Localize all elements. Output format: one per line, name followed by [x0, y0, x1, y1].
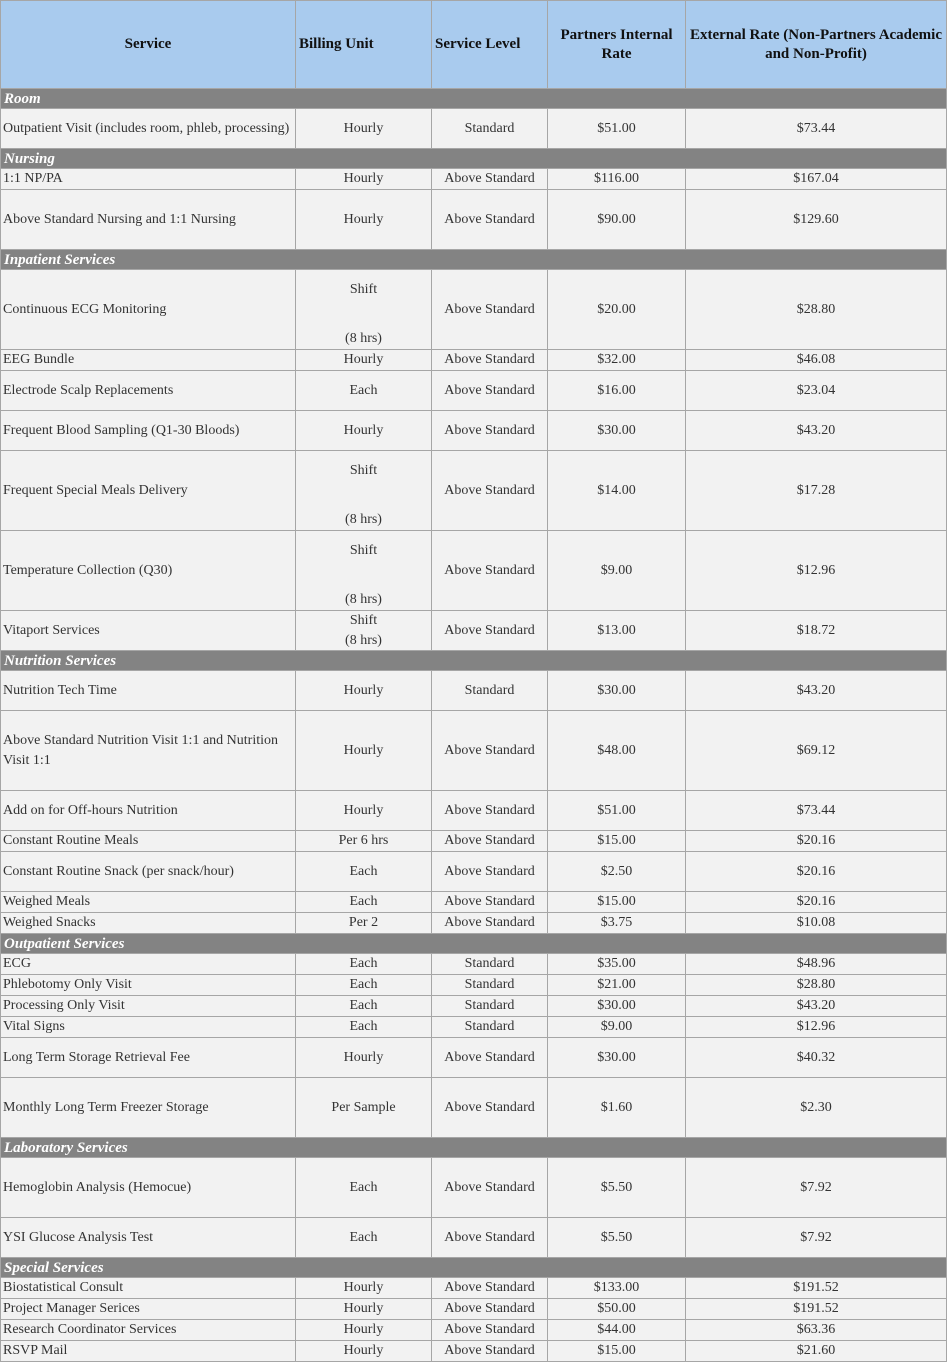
internal-rate-cell: $5.50: [548, 1218, 686, 1258]
external-rate-cell: $10.08: [686, 913, 947, 934]
service-name-cell: Biostatistical Consult: [1, 1278, 296, 1299]
table-row: [1, 371, 947, 411]
internal-rate-cell: $3.75: [548, 913, 686, 934]
table-row: [1, 975, 947, 996]
billing-unit-cell: Each: [296, 852, 432, 892]
service-name-cell: Project Manager Serices: [1, 1299, 296, 1320]
internal-rate-cell: $35.00: [548, 954, 686, 975]
service-name-cell: 1:1 NP/PA: [1, 169, 296, 190]
table-row: [1, 1278, 947, 1299]
table-row: [1, 1299, 947, 1320]
billing-unit-note: (8 hrs): [345, 331, 382, 346]
table-row: [1, 350, 947, 371]
external-rate-cell: $28.80: [686, 975, 947, 996]
header-service-level: Service Level: [432, 1, 548, 89]
billing-unit-cell: Each: [296, 371, 432, 411]
service-level-cell: Above Standard: [432, 1218, 548, 1258]
service-name-cell: Continuous ECG Monitoring: [1, 270, 296, 350]
internal-rate-cell: $50.00: [548, 1299, 686, 1320]
billing-unit-cell: Hourly: [296, 109, 432, 149]
billing-unit-cell: [296, 611, 432, 651]
billing-unit-cell: Each: [296, 975, 432, 996]
internal-rate-cell: $1.60: [548, 1078, 686, 1138]
internal-rate-cell: $32.00: [548, 350, 686, 371]
table-row: [1, 270, 947, 350]
service-name-cell: Above Standard Nutrition Visit 1:1 and Nutrition Visit 1:1: [1, 711, 296, 791]
table-row: [1, 611, 947, 651]
service-level-cell: Above Standard: [432, 411, 548, 451]
billing-unit-note: (8 hrs): [345, 592, 382, 607]
service-name-cell: Hemoglobin Analysis (Hemocue): [1, 1158, 296, 1218]
header-billing-unit: Billing Unit: [296, 1, 432, 89]
internal-rate-cell: $20.00: [548, 270, 686, 350]
section-title: Laboratory Services: [1, 1138, 947, 1158]
service-name-cell: Temperature Collection (Q30): [1, 531, 296, 611]
internal-rate-cell: $2.50: [548, 852, 686, 892]
external-rate-cell: $63.36: [686, 1320, 947, 1341]
section-title: Special Services: [1, 1258, 947, 1278]
service-level-cell: Above Standard: [432, 1078, 548, 1138]
service-name-cell: Nutrition Tech Time: [1, 671, 296, 711]
billing-unit-cell: Hourly: [296, 671, 432, 711]
external-rate-cell: $191.52: [686, 1299, 947, 1320]
service-name-cell: Frequent Special Meals Delivery: [1, 451, 296, 531]
billing-unit-cell: Hourly: [296, 350, 432, 371]
service-level-cell: Above Standard: [432, 791, 548, 831]
service-level-cell: Above Standard: [432, 371, 548, 411]
service-name-cell: Long Term Storage Retrieval Fee: [1, 1038, 296, 1078]
internal-rate-cell: $51.00: [548, 791, 686, 831]
billing-unit-cell: Each: [296, 954, 432, 975]
external-rate-cell: $167.04: [686, 169, 947, 190]
billing-unit-cell: Per Sample: [296, 1078, 432, 1138]
service-level-cell: Above Standard: [432, 1299, 548, 1320]
section-header: [1, 1138, 947, 1158]
external-rate-cell: $2.30: [686, 1078, 947, 1138]
billing-unit-cell: Each: [296, 1218, 432, 1258]
table-row: [1, 1341, 947, 1362]
external-rate-cell: $7.92: [686, 1158, 947, 1218]
billing-unit-cell: [296, 270, 432, 350]
rate-table-body: [1, 89, 947, 1362]
service-level-cell: Above Standard: [432, 1341, 548, 1362]
service-name-cell: ECG: [1, 954, 296, 975]
billing-unit-cell: Hourly: [296, 190, 432, 250]
service-name-cell: Monthly Long Term Freezer Storage: [1, 1078, 296, 1138]
billing-unit-cell: Per 2: [296, 913, 432, 934]
external-rate-cell: $20.16: [686, 831, 947, 852]
table-row: [1, 531, 947, 611]
section-header: [1, 1258, 947, 1278]
external-rate-cell: $20.16: [686, 892, 947, 913]
service-level-cell: Above Standard: [432, 1038, 548, 1078]
internal-rate-cell: $5.50: [548, 1158, 686, 1218]
external-rate-cell: $21.60: [686, 1341, 947, 1362]
header-row: [1, 1, 947, 89]
external-rate-cell: $48.96: [686, 954, 947, 975]
internal-rate-cell: $30.00: [548, 411, 686, 451]
table-row: [1, 1218, 947, 1258]
table-row: [1, 954, 947, 975]
service-name-cell: Electrode Scalp Replacements: [1, 371, 296, 411]
external-rate-cell: $23.04: [686, 371, 947, 411]
service-level-cell: Above Standard: [432, 831, 548, 852]
service-name-cell: Vital Signs: [1, 1017, 296, 1038]
service-level-cell: Above Standard: [432, 1320, 548, 1341]
service-level-cell: Above Standard: [432, 451, 548, 531]
service-level-cell: Above Standard: [432, 270, 548, 350]
billing-unit-cell: Each: [296, 892, 432, 913]
internal-rate-cell: $16.00: [548, 371, 686, 411]
service-name-cell: Weighed Snacks: [1, 913, 296, 934]
billing-unit-note: (8 hrs): [345, 632, 382, 648]
section-header: [1, 89, 947, 109]
section-header: [1, 250, 947, 270]
external-rate-cell: $73.44: [686, 109, 947, 149]
internal-rate-cell: $15.00: [548, 831, 686, 852]
table-row: [1, 411, 947, 451]
internal-rate-cell: $48.00: [548, 711, 686, 791]
external-rate-cell: $69.12: [686, 711, 947, 791]
external-rate-cell: $20.16: [686, 852, 947, 892]
table-row: [1, 831, 947, 852]
service-level-cell: Standard: [432, 1017, 548, 1038]
billing-unit-text: Shift: [349, 463, 378, 478]
section-title: Room: [1, 89, 947, 109]
billing-unit-cell: [296, 451, 432, 531]
service-name-cell: Add on for Off-hours Nutrition: [1, 791, 296, 831]
service-level-cell: Standard: [432, 954, 548, 975]
billing-unit-cell: Hourly: [296, 1299, 432, 1320]
header-external-rate: External Rate (Non-Partners Academic and Non-Profit): [686, 1, 947, 89]
service-level-cell: Above Standard: [432, 190, 548, 250]
section-header: [1, 934, 947, 954]
internal-rate-cell: $30.00: [548, 1038, 686, 1078]
section-title: Outpatient Services: [1, 934, 947, 954]
billing-unit-cell: Hourly: [296, 169, 432, 190]
header-internal-rate: Partners Internal Rate: [548, 1, 686, 89]
billing-unit-text: Shift: [349, 543, 378, 558]
service-level-cell: Above Standard: [432, 611, 548, 651]
section-title: Nursing: [1, 149, 947, 169]
billing-unit-text: Shift: [349, 282, 378, 297]
section-header: [1, 149, 947, 169]
service-level-cell: Above Standard: [432, 852, 548, 892]
table-row: [1, 190, 947, 250]
service-name-cell: Constant Routine Snack (per snack/hour): [1, 852, 296, 892]
service-name-cell: Research Coordinator Services: [1, 1320, 296, 1341]
external-rate-cell: $28.80: [686, 270, 947, 350]
external-rate-cell: $43.20: [686, 996, 947, 1017]
internal-rate-cell: $15.00: [548, 892, 686, 913]
external-rate-cell: $40.32: [686, 1038, 947, 1078]
internal-rate-cell: $51.00: [548, 109, 686, 149]
service-level-cell: Above Standard: [432, 913, 548, 934]
external-rate-cell: $129.60: [686, 190, 947, 250]
service-name-cell: Vitaport Services: [1, 611, 296, 651]
internal-rate-cell: $14.00: [548, 451, 686, 531]
service-name-cell: Phlebotomy Only Visit: [1, 975, 296, 996]
table-row: [1, 852, 947, 892]
service-level-cell: Standard: [432, 996, 548, 1017]
table-row: [1, 892, 947, 913]
table-row: [1, 996, 947, 1017]
service-level-cell: Standard: [432, 109, 548, 149]
external-rate-cell: $12.96: [686, 531, 947, 611]
internal-rate-cell: $21.00: [548, 975, 686, 996]
internal-rate-cell: $30.00: [548, 671, 686, 711]
internal-rate-cell: $9.00: [548, 1017, 686, 1038]
billing-unit-cell: Hourly: [296, 711, 432, 791]
external-rate-cell: $18.72: [686, 611, 947, 651]
billing-unit-cell: Hourly: [296, 1320, 432, 1341]
internal-rate-cell: $13.00: [548, 611, 686, 651]
table-row: [1, 791, 947, 831]
service-level-cell: Above Standard: [432, 892, 548, 913]
billing-unit-cell: Hourly: [296, 1341, 432, 1362]
external-rate-cell: $73.44: [686, 791, 947, 831]
external-rate-cell: $17.28: [686, 451, 947, 531]
billing-unit-cell: [296, 531, 432, 611]
service-level-cell: Above Standard: [432, 1278, 548, 1299]
internal-rate-cell: $30.00: [548, 996, 686, 1017]
service-name-cell: Above Standard Nursing and 1:1 Nursing: [1, 190, 296, 250]
table-row: [1, 1038, 947, 1078]
billing-unit-cell: Hourly: [296, 1038, 432, 1078]
table-row: [1, 1078, 947, 1138]
internal-rate-cell: $133.00: [548, 1278, 686, 1299]
service-name-cell: Processing Only Visit: [1, 996, 296, 1017]
service-name-cell: Weighed Meals: [1, 892, 296, 913]
external-rate-cell: $7.92: [686, 1218, 947, 1258]
section-title: Nutrition Services: [1, 651, 947, 671]
external-rate-cell: $43.20: [686, 671, 947, 711]
billing-unit-cell: Each: [296, 1017, 432, 1038]
billing-unit-text: Shift: [349, 612, 378, 628]
service-level-cell: Above Standard: [432, 531, 548, 611]
table-row: [1, 1320, 947, 1341]
internal-rate-cell: $9.00: [548, 531, 686, 611]
external-rate-cell: $12.96: [686, 1017, 947, 1038]
service-level-cell: Above Standard: [432, 350, 548, 371]
table-row: [1, 671, 947, 711]
service-name-cell: Frequent Blood Sampling (Q1-30 Bloods): [1, 411, 296, 451]
service-name-cell: Outpatient Visit (includes room, phleb, processing): [1, 109, 296, 149]
service-level-cell: Above Standard: [432, 1158, 548, 1218]
table-row: [1, 1017, 947, 1038]
service-level-cell: Above Standard: [432, 169, 548, 190]
billing-unit-cell: Each: [296, 996, 432, 1017]
table-row: [1, 913, 947, 934]
billing-unit-cell: Hourly: [296, 791, 432, 831]
billing-unit-cell: Hourly: [296, 1278, 432, 1299]
internal-rate-cell: $116.00: [548, 169, 686, 190]
external-rate-cell: $43.20: [686, 411, 947, 451]
service-level-cell: Standard: [432, 975, 548, 996]
external-rate-cell: $46.08: [686, 350, 947, 371]
external-rate-cell: $191.52: [686, 1278, 947, 1299]
internal-rate-cell: $90.00: [548, 190, 686, 250]
table-row: [1, 1158, 947, 1218]
billing-unit-cell: Each: [296, 1158, 432, 1218]
service-name-cell: Constant Routine Meals: [1, 831, 296, 852]
service-name-cell: EEG Bundle: [1, 350, 296, 371]
section-header: [1, 651, 947, 671]
billing-unit-note: (8 hrs): [345, 512, 382, 527]
internal-rate-cell: $15.00: [548, 1341, 686, 1362]
service-level-cell: Above Standard: [432, 711, 548, 791]
table-row: [1, 109, 947, 149]
internal-rate-cell: $44.00: [548, 1320, 686, 1341]
table-row: [1, 451, 947, 531]
service-name-cell: YSI Glucose Analysis Test: [1, 1218, 296, 1258]
section-title: Inpatient Services: [1, 250, 947, 270]
table-row: [1, 711, 947, 791]
header-service: Service: [1, 1, 296, 89]
table-row: [1, 169, 947, 190]
service-name-cell: RSVP Mail: [1, 1341, 296, 1362]
billing-unit-cell: Hourly: [296, 411, 432, 451]
service-level-cell: Standard: [432, 671, 548, 711]
billing-unit-cell: Per 6 hrs: [296, 831, 432, 852]
